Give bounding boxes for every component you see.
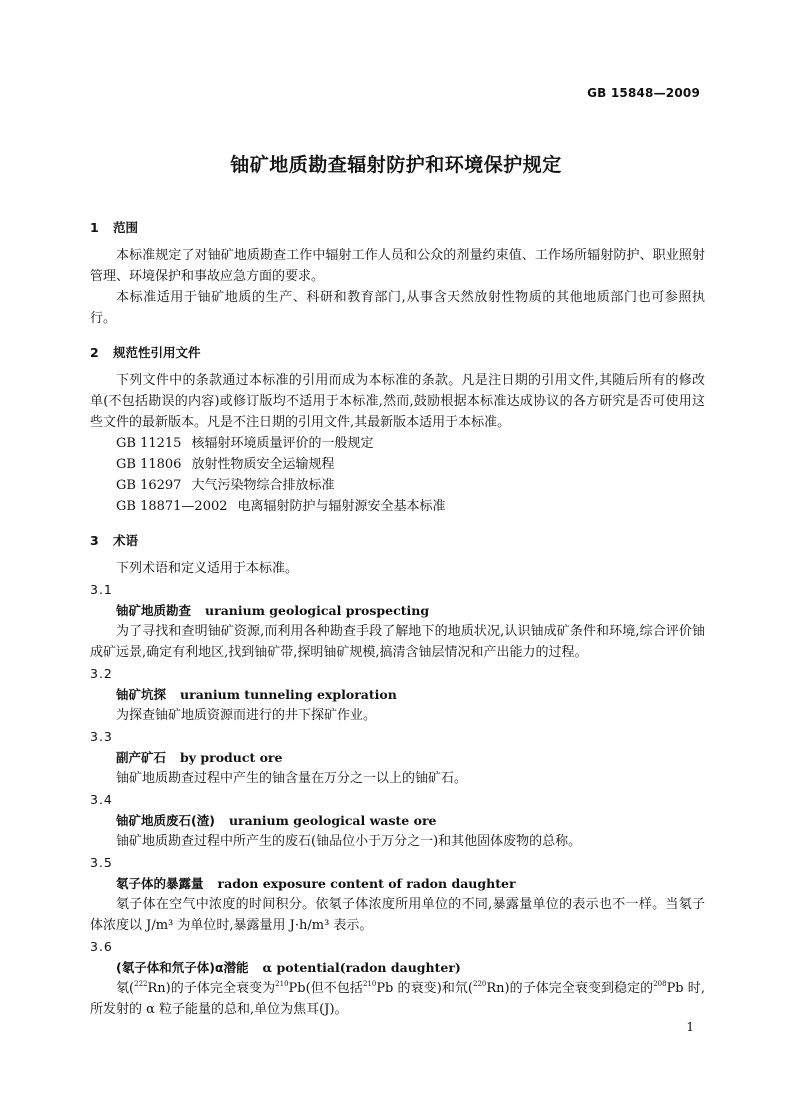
isotope-mass-number: 222	[134, 980, 148, 988]
section-heading-terms	[90, 529, 705, 552]
term-number: 3.3	[90, 729, 113, 744]
term-entry	[90, 579, 705, 663]
term-definition: 氡子体在空气中浓度的时间积分。依氡子体浓度所用单位的不同,暴露量单位的表示也不一样。当氡子体浓度以 J/m³ 为单位时,暴露量用 J·h/m³ 表示。	[90, 897, 705, 933]
section-number: 1	[90, 220, 99, 235]
term-number: 3.4	[90, 792, 113, 807]
term-number: 3.6	[90, 939, 113, 954]
term-name-cn: 铀矿坑探	[116, 687, 167, 702]
term-entry	[90, 936, 705, 1020]
term-name-en: radon exposure content of radon daughter	[217, 876, 516, 891]
reference-title: 大气污染物综合排放标准	[191, 478, 335, 493]
section-heading-scope	[90, 216, 705, 239]
term-definition	[90, 978, 705, 1020]
term-number: 3.5	[90, 855, 113, 870]
term-definition: 铀矿地质勘查过程中产生的铀含量在万分之一以上的铀矿石。	[116, 771, 468, 786]
term-name	[90, 684, 705, 705]
term-name-cn: 副产矿石	[116, 750, 167, 765]
term-name	[90, 810, 705, 831]
reference-code: GB 18871—2002	[116, 499, 228, 514]
document-body	[90, 214, 705, 1020]
term-name	[90, 957, 705, 978]
term-name-en: uranium geological prospecting	[205, 603, 430, 618]
term-number: 3.2	[90, 666, 113, 681]
reference-code: GB 11215	[116, 436, 182, 451]
term-entry	[90, 789, 705, 852]
terms-intro: 下列术语和定义适用于本标准。	[116, 561, 299, 576]
reference-item	[90, 433, 705, 454]
scope-paragraph-2: 本标准适用于铀矿地质的生产、科研和教育部门,从事含天然放射性物质的其他地质部门也可参照执行。	[90, 290, 705, 326]
term-name-en: α potential(radon daughter)	[262, 960, 461, 975]
term-entry	[90, 852, 705, 936]
section-heading-normative-references	[90, 341, 705, 364]
definition-text: Rn)的子体完全衰变为	[147, 981, 276, 996]
definition-text: Pb 的衰变)和氘(	[376, 981, 473, 996]
term-name	[90, 600, 705, 621]
section-number: 2	[90, 345, 99, 360]
term-name-cn: 铀矿地质废石(渣)	[116, 813, 215, 828]
reference-item	[90, 496, 705, 517]
definition-text: Pb 时,所发射的 α 粒子能量的总和,单位为焦耳(J)。	[90, 981, 705, 1017]
isotope-mass-number: 208	[653, 980, 667, 988]
section-number: 3	[90, 533, 99, 548]
reference-code: GB 16297	[116, 478, 182, 493]
reference-item	[90, 475, 705, 496]
reference-title: 放射性物质安全运输规程	[191, 457, 335, 472]
isotope-mass-number: 220	[473, 980, 487, 988]
term-name	[90, 873, 705, 894]
reference-title: 电离辐射防护与辐射源安全基本标准	[237, 499, 446, 514]
term-entry	[90, 726, 705, 789]
term-name-en: by product ore	[180, 750, 283, 765]
definition-text: 氡(	[116, 981, 135, 996]
section-title: 规范性引用文件	[113, 345, 201, 360]
page-number: 1	[686, 1020, 694, 1034]
term-name-cn: 氡子体的暴露量	[116, 876, 204, 891]
reference-title: 核辐射环境质量评价的一般规定	[191, 436, 374, 451]
reference-item	[90, 454, 705, 475]
references-paragraph: 下列文件中的条款通过本标准的引用而成为本标准的条款。凡是注日期的引用文件,其随后所有的修改单(不包括勘误的内容)或修订版均不适用于本标准,然而,鼓励根据本标准达成协议的各方研究是否可使用这些文件的最新版本。凡是不注日期的引用文件,其最新版本适用于本标准。	[90, 373, 705, 430]
term-definition: 为探查铀矿地质资源而进行的井下探矿作业。	[116, 708, 377, 723]
definition-text: Rn)的子体完全衰变到稳定的	[486, 981, 654, 996]
section-title: 术语	[113, 533, 139, 548]
term-number: 3.1	[90, 582, 113, 597]
term-definition: 为了寻找和查明铀矿资源,而利用各种勘查手段了解地下的地质状况,认识铀成矿条件和环境,综合评价铀成矿远景,确定有利地区,找到铀矿带,探明铀矿规模,搞清含铀层情况和产出能力的过程。	[90, 624, 705, 660]
term-name-en: uranium tunneling exploration	[180, 687, 397, 702]
term-name-cn: 铀矿地质勘查	[116, 603, 192, 618]
section-title: 范围	[113, 220, 139, 235]
reference-code: GB 11806	[116, 457, 182, 472]
term-name-cn: (氡子体和氘子体)α潜能	[116, 960, 249, 975]
term-definition: 铀矿地质勘查过程中所产生的废石(铀品位小于万分之一)和其他固体废物的总称。	[116, 834, 582, 849]
term-entry	[90, 663, 705, 726]
standard-code: GB 15848—2009	[587, 86, 700, 100]
isotope-mass-number: 210	[275, 980, 289, 988]
document-title: 铀矿地质勘查辐射防护和环境保护规定	[230, 154, 562, 176]
term-name	[90, 747, 705, 768]
definition-text: Pb(但不包括	[288, 981, 363, 996]
term-name-en: uranium geological waste ore	[228, 813, 437, 828]
scope-paragraph-1: 本标准规定了对铀矿地质勘查工作中辐射工作人员和公众的剂量约束值、工作场所辐射防护、职业照射管理、环境保护和事故应急方面的要求。	[90, 248, 705, 284]
isotope-mass-number: 210	[362, 980, 377, 988]
